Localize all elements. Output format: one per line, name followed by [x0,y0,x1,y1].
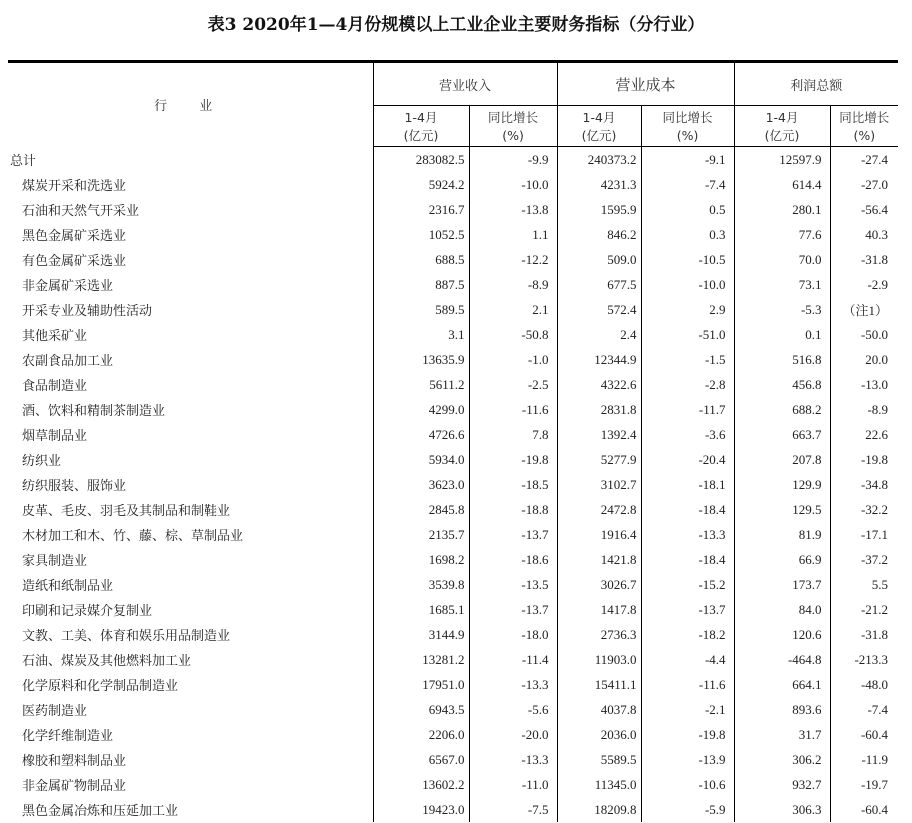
table-row [8,522,898,547]
cost-growth-cell: 0.5 [641,197,734,222]
profit-growth-cell: 20.0 [830,347,898,372]
profit-value-cell: 932.7 [734,772,830,797]
table-row [8,472,898,497]
revenue-growth-cell: -10.0 [469,172,557,197]
cost-value-cell: 12344.9 [557,347,641,372]
revenue-value-cell: 13635.9 [373,347,469,372]
revenue-value-cell: 5611.2 [373,372,469,397]
revenue-value-cell: 1685.1 [373,597,469,622]
revenue-value-cell: 589.5 [373,297,469,322]
table-row [8,597,898,622]
industry-name: 皮革、毛皮、羽毛及其制品和制鞋业 [22,504,231,519]
profit-value-cell: 173.7 [734,572,830,597]
revenue-value-cell: 1052.5 [373,222,469,247]
table-title: 表3 2020年1—4月份规模以上工业企业主要财务指标（分行业） [207,15,705,35]
cost-growth-cell: 0.3 [641,222,734,247]
table-row-total [8,147,898,173]
table-row [8,772,898,797]
revenue-value-cell: 13281.2 [373,647,469,672]
cost-value-cell: 1417.8 [557,597,641,622]
revenue-value-cell: 13602.2 [373,772,469,797]
profit-growth-cell: -27.0 [830,172,898,197]
revenue-growth-cell: -19.8 [469,447,557,472]
table-row [8,297,898,322]
cost-growth-cell: -4.4 [641,647,734,672]
revenue-value-cell: 5924.2 [373,172,469,197]
revenue-growth-cell: 7.8 [469,422,557,447]
sub-header-percent: (%) [676,128,699,143]
sub-header-unit: (亿元) [764,128,800,143]
profit-value-cell: 456.8 [734,372,830,397]
industry-name: 石油和天然气开采业 [22,204,140,219]
profit-value-cell: 516.8 [734,347,830,372]
revenue-growth-cell: 2.1 [469,297,557,322]
industry-name: 橡胶和塑料制品业 [22,754,127,769]
revenue-growth-cell: -13.7 [469,522,557,547]
revenue-growth-cell: -7.5 [469,797,557,822]
header-industry: 行 业 [154,99,227,115]
profit-growth-cell: -27.4 [830,147,898,173]
cost-growth-cell: -13.9 [641,747,734,772]
cost-growth-cell: -3.6 [641,422,734,447]
cost-growth-cell: -7.4 [641,172,734,197]
revenue-growth-cell: -13.7 [469,597,557,622]
sub-header-unit: (亿元) [403,128,439,143]
profit-growth-cell: -17.1 [830,522,898,547]
revenue-value-cell: 1698.2 [373,547,469,572]
profit-value-cell: 306.3 [734,797,830,822]
profit-value-cell: 664.1 [734,672,830,697]
revenue-growth-cell: -5.6 [469,697,557,722]
cost-growth-cell: -18.4 [641,547,734,572]
cost-value-cell: 3102.7 [557,472,641,497]
revenue-growth-cell: -11.6 [469,397,557,422]
cost-growth-cell: -2.8 [641,372,734,397]
revenue-growth-cell: -13.3 [469,672,557,697]
table-row [8,172,898,197]
table-row [8,372,898,397]
cost-growth-cell: -11.6 [641,672,734,697]
profit-value-cell: -464.8 [734,647,830,672]
profit-value-cell: 120.6 [734,622,830,647]
industry-name: 酒、饮料和精制茶制造业 [22,404,166,419]
industry-name: 非金属矿采选业 [22,279,114,294]
industry-name: 造纸和纸制品业 [22,579,114,594]
revenue-value-cell: 2316.7 [373,197,469,222]
revenue-growth-cell: -12.2 [469,247,557,272]
sub-header-period: 1-4月 [765,110,799,125]
cost-value-cell: 15411.1 [557,672,641,697]
revenue-growth-cell: 1.1 [469,222,557,247]
header-revenue-growth [469,106,557,147]
industry-name: 食品制造业 [22,379,88,394]
revenue-value-cell: 887.5 [373,272,469,297]
revenue-value-cell: 3623.0 [373,472,469,497]
revenue-growth-cell: -18.0 [469,622,557,647]
cost-growth-cell: -10.0 [641,272,734,297]
cost-value-cell: 4037.8 [557,697,641,722]
sub-header-percent: (%) [853,128,876,143]
revenue-growth-cell: -8.9 [469,272,557,297]
header-revenue-value [373,106,469,147]
cost-value-cell: 240373.2 [557,147,641,173]
revenue-value-cell: 688.5 [373,247,469,272]
cost-value-cell: 1392.4 [557,422,641,447]
cost-value-cell: 4322.6 [557,372,641,397]
table-row [8,497,898,522]
cost-value-cell: 572.4 [557,297,641,322]
profit-growth-cell: -60.4 [830,797,898,822]
industry-name: 化学原料和化学制品制造业 [22,679,179,694]
revenue-value-cell: 3144.9 [373,622,469,647]
industry-name: 黑色金属矿采选业 [22,229,127,244]
profit-value-cell: 12597.9 [734,147,830,173]
industry-name: 医药制造业 [22,704,88,719]
industry-name: 烟草制品业 [22,429,88,444]
profit-value-cell: -5.3 [734,297,830,322]
sub-header-period: 1-4月 [582,110,616,125]
header-profit: 利润总额 [734,62,898,106]
sub-header-growth: 同比增长 [662,110,713,125]
cost-value-cell: 1421.8 [557,547,641,572]
revenue-growth-cell: -13.8 [469,197,557,222]
profit-growth-cell: -8.9 [830,397,898,422]
cost-value-cell: 2.4 [557,322,641,347]
industry-name: 印刷和记录媒介复制业 [22,604,153,619]
cost-growth-cell: 2.9 [641,297,734,322]
industry-name: 石油、煤炭及其他燃料加工业 [22,654,192,669]
cost-growth-cell: -13.7 [641,597,734,622]
profit-value-cell: 688.2 [734,397,830,422]
profit-growth-cell: -56.4 [830,197,898,222]
industry-name: 其他采矿业 [22,329,88,344]
cost-value-cell: 11345.0 [557,772,641,797]
revenue-growth-cell: -11.0 [469,772,557,797]
table-row [8,547,898,572]
profit-growth-cell: 40.3 [830,222,898,247]
industry-name: 非金属矿物制品业 [22,779,127,794]
cost-value-cell: 846.2 [557,222,641,247]
revenue-value-cell: 4299.0 [373,397,469,422]
table-row [8,447,898,472]
profit-value-cell: 84.0 [734,597,830,622]
table-row [8,322,898,347]
table-row [8,247,898,272]
revenue-value-cell: 6567.0 [373,747,469,772]
financial-indicators-table [8,60,898,822]
profit-value-cell: 31.7 [734,722,830,747]
cost-growth-cell: -18.2 [641,622,734,647]
revenue-value-cell: 2135.7 [373,522,469,547]
cost-value-cell: 11903.0 [557,647,641,672]
profit-growth-cell: -60.4 [830,722,898,747]
industry-name: 纺织服装、服饰业 [22,479,127,494]
industry-name: 农副食品加工业 [22,354,114,369]
cost-value-cell: 509.0 [557,247,641,272]
profit-growth-cell: -213.3 [830,647,898,672]
revenue-growth-cell: -9.9 [469,147,557,173]
revenue-value-cell: 2206.0 [373,722,469,747]
revenue-value-cell: 19423.0 [373,797,469,822]
table-row [8,722,898,747]
header-revenue: 营业收入 [373,62,557,106]
profit-value-cell: 73.1 [734,272,830,297]
sub-header-unit: (亿元) [581,128,617,143]
revenue-value-cell: 4726.6 [373,422,469,447]
table-row [8,572,898,597]
profit-growth-cell: -31.8 [830,622,898,647]
header-cost-growth [641,106,734,147]
revenue-value-cell: 3539.8 [373,572,469,597]
industry-name: 开采专业及辅助性活动 [22,304,153,319]
revenue-growth-cell: -13.5 [469,572,557,597]
profit-value-cell: 0.1 [734,322,830,347]
cost-growth-cell: -5.9 [641,797,734,822]
sub-header-growth: 同比增长 [839,110,890,125]
profit-growth-cell: -11.9 [830,747,898,772]
sub-header-growth: 同比增长 [488,110,539,125]
table-body [8,147,898,823]
cost-growth-cell: -20.4 [641,447,734,472]
profit-value-cell: 306.2 [734,747,830,772]
sub-header-percent: (%) [502,128,524,143]
revenue-growth-cell: -1.0 [469,347,557,372]
header-cost: 营业成本 [557,62,734,106]
cost-value-cell: 677.5 [557,272,641,297]
header-profit-growth [830,106,898,147]
profit-value-cell: 129.5 [734,497,830,522]
revenue-value-cell: 6943.5 [373,697,469,722]
profit-value-cell: 663.7 [734,422,830,447]
table-row [8,222,898,247]
revenue-growth-cell: -11.4 [469,647,557,672]
profit-value-cell: 77.6 [734,222,830,247]
profit-growth-cell: -50.0 [830,322,898,347]
revenue-growth-cell: -50.8 [469,322,557,347]
cost-growth-cell: -51.0 [641,322,734,347]
cost-growth-cell: -10.6 [641,772,734,797]
profit-growth-cell: 5.5 [830,572,898,597]
cost-growth-cell: -2.1 [641,697,734,722]
cost-growth-cell: -15.2 [641,572,734,597]
revenue-value-cell: 2845.8 [373,497,469,522]
cost-growth-cell: -1.5 [641,347,734,372]
profit-value-cell: 207.8 [734,447,830,472]
cost-growth-cell: -18.4 [641,497,734,522]
table-row [8,397,898,422]
profit-value-cell: 70.0 [734,247,830,272]
revenue-growth-cell: -2.5 [469,372,557,397]
profit-growth-cell: -37.2 [830,547,898,572]
table-row [8,347,898,372]
profit-value-cell: 280.1 [734,197,830,222]
profit-growth-cell: -19.8 [830,447,898,472]
profit-growth-cell: -31.8 [830,247,898,272]
table-row [8,272,898,297]
cost-value-cell: 3026.7 [557,572,641,597]
table-row [8,697,898,722]
profit-growth-cell: -32.2 [830,497,898,522]
cost-value-cell: 5589.5 [557,747,641,772]
industry-name: 煤炭开采和洗选业 [22,179,127,194]
cost-value-cell: 2036.0 [557,722,641,747]
cost-growth-cell: -19.8 [641,722,734,747]
cost-value-cell: 2831.8 [557,397,641,422]
cost-value-cell: 1595.9 [557,197,641,222]
cost-value-cell: 2472.8 [557,497,641,522]
profit-growth-cell: -19.7 [830,772,898,797]
header-profit-value [734,106,830,147]
sub-header-period: 1-4月 [404,110,438,125]
cost-growth-cell: -13.3 [641,522,734,547]
cost-growth-cell: -11.7 [641,397,734,422]
cost-value-cell: 18209.8 [557,797,641,822]
revenue-growth-cell: -18.8 [469,497,557,522]
industry-name: 有色金属矿采选业 [22,254,127,269]
cost-value-cell: 2736.3 [557,622,641,647]
profit-growth-cell: -2.9 [830,272,898,297]
industry-name: 家具制造业 [22,554,88,569]
revenue-value-cell: 283082.5 [373,147,469,173]
revenue-growth-cell: -20.0 [469,722,557,747]
profit-value-cell: 81.9 [734,522,830,547]
header-cost-value [557,106,641,147]
revenue-value-cell: 5934.0 [373,447,469,472]
revenue-growth-cell: -18.5 [469,472,557,497]
industry-name: 纺织业 [22,454,62,469]
revenue-growth-cell: -18.6 [469,547,557,572]
industry-name: 化学纤维制造业 [22,729,114,744]
profit-growth-cell: -34.8 [830,472,898,497]
revenue-value-cell: 17951.0 [373,672,469,697]
profit-growth-cell: -48.0 [830,672,898,697]
profit-growth-cell: -7.4 [830,697,898,722]
table-row [8,747,898,772]
profit-growth-cell: 22.6 [830,422,898,447]
table-row [8,197,898,222]
profit-value-cell: 893.6 [734,697,830,722]
profit-growth-cell: -13.0 [830,372,898,397]
table-row [8,422,898,447]
cost-growth-cell: -18.1 [641,472,734,497]
table-row [8,622,898,647]
revenue-growth-cell: -13.3 [469,747,557,772]
industry-name: 文教、工美、体育和娱乐用品制造业 [22,629,231,644]
table-row [8,672,898,697]
profit-growth-cell: -21.2 [830,597,898,622]
industry-name: 黑色金属冶炼和压延加工业 [22,804,179,819]
profit-growth-cell: （注1） [830,297,898,322]
cost-value-cell: 1916.4 [557,522,641,547]
profit-value-cell: 66.9 [734,547,830,572]
cost-growth-cell: -9.1 [641,147,734,173]
revenue-value-cell: 3.1 [373,322,469,347]
industry-name: 总计 [10,153,37,169]
table-row [8,647,898,672]
industry-name: 木材加工和木、竹、藤、棕、草制品业 [22,529,244,544]
profit-value-cell: 129.9 [734,472,830,497]
profit-value-cell: 614.4 [734,172,830,197]
table-row [8,797,898,822]
cost-value-cell: 5277.9 [557,447,641,472]
cost-growth-cell: -10.5 [641,247,734,272]
cost-value-cell: 4231.3 [557,172,641,197]
